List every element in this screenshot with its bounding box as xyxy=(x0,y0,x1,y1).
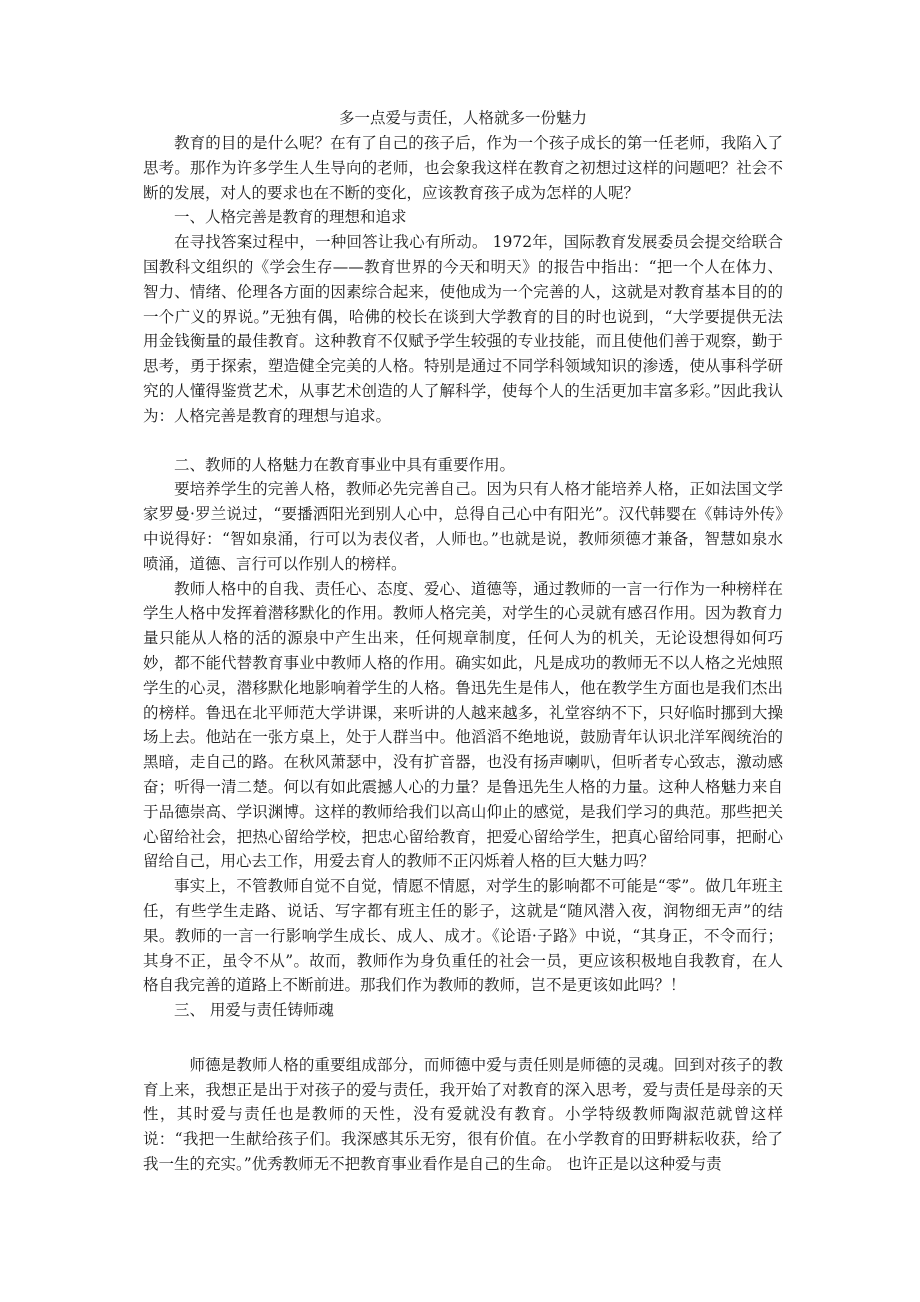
paragraph-section-2-a: 要培养学生的完善人格，教师必先完善自己。因为只有人格才能培养人格，正如法国文学家罗曼·罗兰说过，“要播洒阳光到别人心中，总得自己心中有阳光”。汉代韩婴在《韩诗外传》中说得好：“智如泉涌，行可以为表仪者，人师也。”也就是说，教师须德才兼备，智慧如泉水喷涌，道德、言行可以作别人的榜样。 xyxy=(143,480,783,573)
blank-line xyxy=(143,1023,783,1053)
section-heading-1: 一、人格完善是教育的理想和追求 xyxy=(174,208,407,227)
section-heading-3: 三、 用爱与责任铸师魂 xyxy=(174,1001,334,1020)
paragraph-section-3: 师德是教师人格的重要组成部分，而师德中爱与责任则是师德的灵魂。回到对孩子的教育上来，我想正是出于对孩子的爱与责任，我开始了对教育的深入思考，爱与责任是母亲的天性，其时爱与责任也是教师的天性，没有爱就没有教育。小学特级教师陶淑范就曾这样说：“我把一生献给孩子们。我深感其乐无穷，很有价值。在小学教育的田野耕耘收获，给了我一生的充实。”优秀教师无不把教育事业看作是自己的生命。 也许正是以这种爱与责 xyxy=(143,1055,783,1174)
section-heading-2: 二、教师的人格魅力在教育事业中具有重要作用。 xyxy=(174,455,516,474)
paragraph-section-2-b: 教师人格中的自我、责任心、态度、爱心、道德等，通过教师的一言一行作为一种榜样在学生人格中发挥着潜移默化的作用。教师人格完美，对学生的心灵就有感召作用。因为教育力量只能从人格的活的源泉中产生出来，任何规章制度，任何人为的机关，无论设想得如何巧妙，都不能代替教育事业中教师人格的作用。确实如此，凡是成功的教师无不以人格之光烛照学生的心灵，潜移默化地影响着学生的人格。鲁迅先生是伟人，他在教学生方面也是我们杰出的榜样。鲁迅在北平师范大学讲课，来听讲的人越来越多，礼堂容纳不下，只好临时挪到大操场上去。他站在一张方桌上，处于人群当中。他滔滔不绝地说，鼓励青年认识北洋军阀统治的黑暗，走自己的路。在秋风萧瑟中，没有扩音器，也没有扬声喇叭，但听者专心致志，激动感奋；听得一清二楚。何以有如此震撼人心的力量？是鲁迅先生人格的力量。这种人格魅力来自于品德崇高、学识渊博。这样的教师给我们以高山仰止的感觉，是我们学习的典范。那些把关心留给社会，把热心留给学校，把忠心留给教育，把爱心留给学生，把真心留给同事，把耐心留给自己，用心去工作，用爱去育人的教师不正闪烁着人格的巨大魅力吗？ xyxy=(143,579,783,871)
blank-line xyxy=(143,429,783,453)
document-body xyxy=(143,106,783,1177)
document-title: 多一点爱与责任，人格就多一份魅力 xyxy=(338,109,587,127)
paragraph-intro: 教育的目的是什么呢？在有了自己的孩子后，作为一个孩子成长的第一任老师，我陷入了思考。那作为许多学生人生导向的老师，也会象我这样在教育之初想过这样的问题吧？社会不断的发展，对人的要求也在不断的变化，应该教育孩子成为怎样的人呢？ xyxy=(143,134,783,202)
paragraph-section-1: 在寻找答案过程中，一种回答让我心有所动。 1972年，国际教育发展委员会提交给联合国教科文组织的《学会生存——教育世界的今天和明天》的报告中指出：“把一个人在体力、智力、情绪、伦理各方面的因素综合起来，使他成为一个完善的人，这就是对教育基本目的的一个广义的界说。”无独有偶，哈佛的校长在谈到大学教育的目的时也说到，“大学要提供无法用金钱衡量的最佳教育。这种教育不仅赋予学生较强的专业技能，而且使他们善于观察，勤于思考，勇于探索，塑造健全完美的人格。特别是通过不同学科领域知识的渗透，使从事科学研究的人懂得鉴赏艺术，从事艺术创造的人了解科学，使每个人的生活更加丰富多彩。”因此我认为：人格完善是教育的理想与追求。 xyxy=(143,233,783,425)
paragraph-section-2-c: 事实上，不管教师自觉不自觉，情愿不情愿，对学生的影响都不可能是“零”。做几年班主任，有些学生走路、说话、写字都有班主任的影子，这就是“随风潜入夜，润物细无声”的结果。教师的一言一行影响学生成长、成人、成才。《论语·子路》中说，“其身正，不令而行；其身不正，虽令不从”。故而，教师作为身负重任的社会一员，更应该积极地自我教育，在人格自我完善的道路上不断前进。那我们作为教师的教师，岂不是更该如此吗？！ xyxy=(143,877,783,995)
